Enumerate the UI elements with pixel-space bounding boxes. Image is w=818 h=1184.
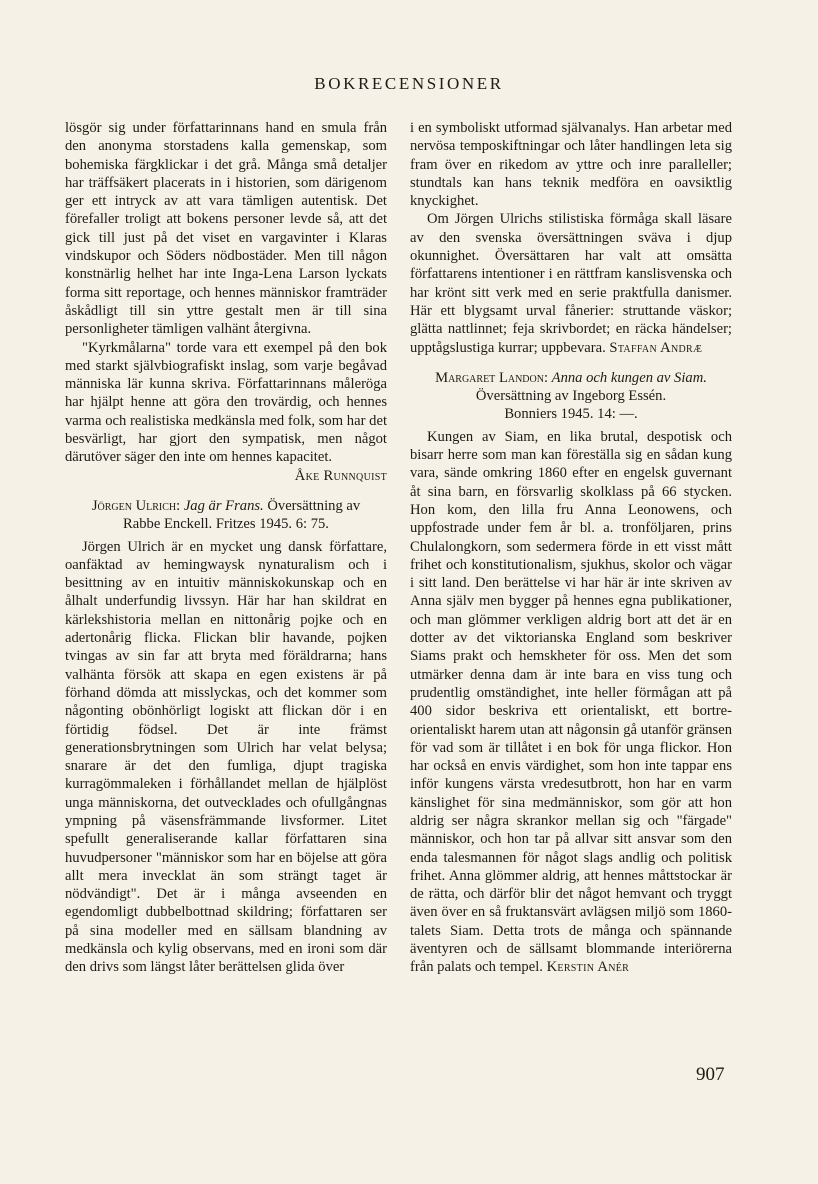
review-continuation-paragraph: i en symboliskt utformad självanalys. Han arbetar med nervösa temposkiftningar och låter handlingen leta sig fram över en rikedom av yttre och inre paralleller; stundtals kan hans teknik medföra en oavsiktlig knyckighet. [410, 120, 732, 210]
review-paragraph: "Kyrkmålarna" torde vara ett exempel på den bok med starkt självbiografiskt inslag, som varje begåvad människa lär kunna skriva. Författarinnans måleröga har hjälpt henne att göra den trovärdig, och hennes varma och realistiska medkänsla med folk, som har det besvärligt, har gjort den sympatisk, men något därutöver säger den inte om hennes kapacitet. [65, 339, 387, 466]
reviewer-signature: Åke Runnquist [294, 467, 387, 484]
left-column [65, 119, 387, 977]
publication-info: Översättning av Ingeborg Essén. [475, 388, 667, 405]
book-title: Jag är Frans. [183, 497, 264, 514]
book-author: Margaret Landon [435, 369, 544, 386]
right-column [410, 119, 732, 977]
publication-info: Översättning av [267, 497, 361, 514]
review-paragraph-text: Kungen av Siam, en lika brutal, despotisk och bisarr herre som man kan föreställa sig en sådan kung vara, sände omkring 1860 efter en engelsk guvernant åt sina barn, en försvarlig skolklass på 66 stycken. Hon kom, den lilla fru Anna Leonowens, och uppfostrade under fem år bl. a. tronföljaren, prins Chulalongkorn, som sedermera förde in ett visst mått frihet och konstitutionalism, sjukhus, skolor och vägar i sitt land. Den berättelse vi har här är inte skriven av Anna själv men bygger på hennes egna publikationer, och man glömmer verkligen aldrig bort att det är en dotter av det viktorianska England som beskriver Siams prakt och hemskheter för oss. Men det som utmärker denna dam är inte bara en viss tung och prudentlig omständighet, inte heller förmågan att på 400 sidor beskriva ett orientaliskt, ett bortre-orientaliskt harem utan att någonsin gå utanför gränsen för vad som är tillåtet i en bok för unga flickor. Hon har också en envis värdighet, som hon inte tappar ens inför kungens värsta vredesutbrott, hon har en varm känslighet för sina medmänniskor, som gör att hon aldrig ser några skrankor mellan sig och "färgade" människor, och hon tar på allvar sitt ansvar som den enda talesmannen för något slags andlig och politisk frihet. Anna glömmer aldrig, att hennes måttstockar är de rätta, och därför blir det något hemvant och tryggt även över en så fruktansvärt avlägsen miljö som 1860-talets Siam. Detta trots de många och spännande äventyren och de sällsamt blommande interiörerna från palats och tempel. [410, 428, 732, 976]
reviewer-signature: Kerstin Anér [546, 959, 630, 976]
review-continuation-paragraph: lösgör sig under författarinnans hand en smula från den anonyma storstadens kalla gemenskap, som bohemiska färgklickar i det grå. Många små detaljer har träffsäkert placerats in i historien, som därigenom ger ett intryck av att vara tämligen autentisk. Det förefaller troligt att bokens personer levde så, att det gick till just på det viset en vargavinter i Klaras vindskupor och Söders nödbostäder. Men till någon konstnärlig helhet har inte Inga-Lena Larson lyckats forma sitt reportage, och hennes människor framträder åskådligt till sin yttre gestalt men är till sina personligheter tämligen valhänt återgivna. [65, 120, 387, 338]
review-paragraph [410, 210, 732, 356]
review-heading: Margaret Landon: Anna och kungen av Siam. Översättning av Ingeborg Essén. Bonniers 1945. 14: —. [435, 369, 707, 423]
publication-info: Rabbe Enckell. Fritzes 1945. 6: 75. [123, 516, 329, 533]
page-number: 907 [696, 1064, 725, 1085]
book-author: Jörgen Ulrich [91, 497, 177, 514]
review-heading: Jörgen Ulrich: Jag är Frans. Översättning av Rabbe Enckell. Fritzes 1945. 6: 75. [91, 497, 361, 533]
reviewer-signature: Staffan Andræ [609, 339, 703, 356]
review-paragraph [410, 428, 732, 977]
publication-info: Bonniers 1945. 14: —. [504, 406, 638, 423]
review-paragraph: Jörgen Ulrich är en mycket ung dansk författare, oanfäktad av hemingwaysk nynaturalism och i besittning av en intuitiv människokunskap och en ålhalt underfundig livssyn. Här har han skildrat en kärlekshistoria mellan en nittonårig pojke och en adertonårig flicka. Flickan blir havande, pojken tvingas av sin far att bryta med föräldrarna; hans valhänta försök att skapa en egen existens är på förhand dömda att misslyckas, och det kommer som någonting obönhörligt logiskt att flickan dör i en förtidig födsel. Det är inte främst generationsbrytningen som Ulrich har velat belysa; snarare är det den fumliga, djupt tragiska kurragömmaleken i förhållandet mellan de hjälplöst unga människorna, det outvecklades och ofullgångnas ympning på väsensfrämmande livsformer. Litet spefullt generaliserande kallar författaren sina huvudpersoner "människor som har en böjelse att göra allt mera invecklat än som strängt taget är nödvändigt". Det är i många avseenden en egendomligt dubbelbottnad skildring; författaren ser på sina modeller med en sällsam blandning av medkänsla och kylig observans, med en ironi som där den drivs som längst låter berättelsen glida över [65, 538, 387, 976]
review-paragraph-text: Om Jörgen Ulrichs stilistiska förmåga skall läsare av den svenska översättningen sväva i djup okunnighet. Översättaren har valt att omsätta författarens intentioner i en rättfram kanslisvenska och har krönt sitt verk med en serie praktfulla danismer. Här ett blygsamt urval fånerier: struttande väskor; glätta nattlinnet; feja skrivbordet; en räcka händelser; upptågslustiga kurrar; uppbevara. [410, 211, 732, 356]
book-title: Anna och kungen av Siam. [551, 369, 707, 386]
running-head: BOKRECENSIONER [314, 74, 504, 93]
